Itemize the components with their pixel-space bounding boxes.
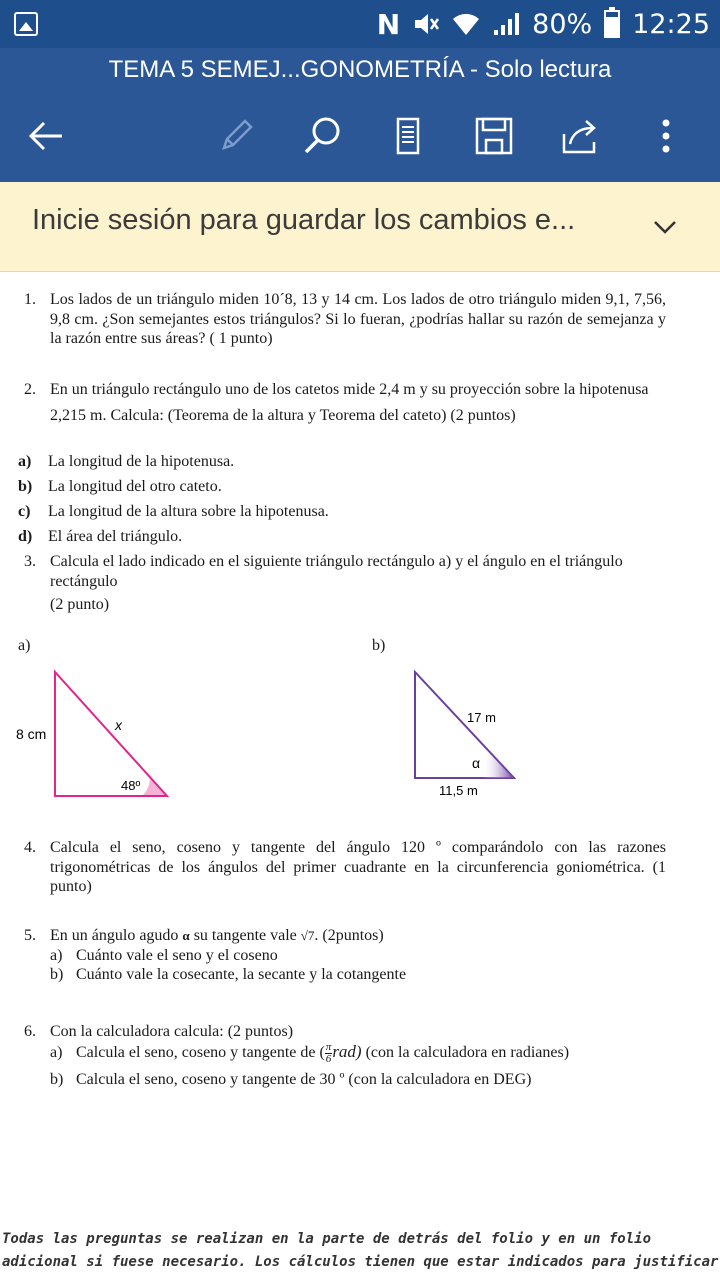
- question-3: 3. Calcula el lado indicado en el siguiente triángulo rectángulo a) y el ángulo en el triángulo rectángulo (2 punto): [24, 553, 623, 613]
- save-button[interactable]: [466, 104, 522, 168]
- signal-icon: [492, 11, 520, 37]
- battery-percent: 80%: [532, 8, 593, 40]
- triangle-a-angle-label: 48º: [121, 778, 141, 793]
- figure-a-label: a): [18, 637, 31, 654]
- more-options-button[interactable]: [638, 104, 694, 168]
- battery-icon: [604, 10, 620, 38]
- question-2-text-continued: 2,215 m. Calcula: (Teorema de la altura y Teorema del cateto) (2 puntos): [50, 406, 516, 424]
- question-2-item-a: a) La longitud de la hipotenusa.: [18, 453, 235, 470]
- clock: 12:25: [632, 8, 710, 40]
- question-2-item-b: b) La longitud del otro cateto.: [18, 478, 222, 495]
- triangle-b-angle-label: α: [472, 755, 481, 771]
- triangle-figure-b: [404, 668, 524, 798]
- wifi-icon: [452, 11, 480, 37]
- question-2-text: En un triángulo rectángulo uno de los catetos mide 2,4 m y su proyección sobre la hipotenusa: [50, 381, 649, 398]
- app-bar: [0, 48, 720, 182]
- question-5-text: En un ángulo agudo α su tangente vale √7. (2puntos): [50, 927, 384, 944]
- question-2: 2. En un triángulo rectángulo uno de los catetos mide 2,4 m y su proyección sobre la hipotenusa 2,215 m. Calcula: (Teorema de la altura y Teorema del cateto) (2 puntos): [24, 380, 666, 425]
- question-6-item-a: a) Calcula el seno, coseno y tangente de ( $\frac{\pi}{6}$ rad) (con la calculadora en radianes): [50, 1041, 570, 1065]
- question-5: 5. En un ángulo agudo α su tangente vale √7. (2puntos): [24, 926, 666, 946]
- question-2-item-c: c) La longitud de la altura sobre la hipotenusa.: [18, 503, 329, 520]
- question-4: 4. Calcula el seno, coseno y tangente del ángulo 120 º comparándolo con las razones trigonométricas de los ángulos del primer cuadrante en la circunferencia goniométrica. (1 punto): [24, 839, 666, 895]
- question-3-text: Calcula el lado indicado en el siguiente triángulo rectángulo a) y el ángulo en el triángulo rectángulo: [50, 553, 623, 590]
- pi-over-6-fraction: $\frac{\pi}{6}$: [325, 1041, 332, 1065]
- mobile-view-button[interactable]: [380, 104, 436, 168]
- status-bar: [0, 0, 720, 48]
- more-vertical-icon: [644, 114, 688, 158]
- mobile-view-icon: [386, 114, 430, 158]
- document-title: TEMA 5 SEMEJ...GONOMETRÍA - Solo lectura: [108, 56, 612, 83]
- question-6-item-b: b) Calcula el seno, coseno y tangente de 30 º (con la calculadora en DEG): [50, 1071, 532, 1088]
- triangle-b-base-label: 11,5 m: [439, 783, 478, 798]
- triangle-a-side-label: 8 cm: [16, 726, 47, 742]
- sign-in-banner[interactable]: [0, 182, 720, 272]
- question-1: 1. Los lados de un triángulo miden 10´8, 13 y 14 cm. Los lados de otro triángulo miden 9,1, 7,56, 9,8 cm. ¿Son semejantes estos triángulos? Si lo fueran, ¿podrías hallar su razón de semejanza y la razón entre sus áreas? ( 1 punto): [24, 291, 666, 347]
- sign-in-message[interactable]: Inicie sesión para guardar los cambios e...: [32, 204, 576, 236]
- triangle-b-hyp-label: 17 m: [467, 710, 496, 725]
- question-5-item-a: a) Cuánto vale el seno y el coseno: [50, 947, 278, 964]
- pencil-icon: [214, 114, 258, 158]
- gallery-notification-icon: [14, 12, 38, 36]
- question-3-points: (2 punto): [50, 596, 110, 613]
- question-6: 6. Con la calculadora calcula: (2 puntos): [24, 1022, 666, 1042]
- search-button[interactable]: [294, 104, 350, 168]
- share-button[interactable]: [552, 104, 608, 168]
- mute-icon: [412, 11, 440, 37]
- question-6-text: Con la calculadora calcula: (2 puntos): [50, 1023, 294, 1040]
- back-button[interactable]: [18, 104, 74, 168]
- back-arrow-icon: [24, 114, 68, 158]
- question-1-text: Los lados de un triángulo miden 10´8, 13 y 14 cm. Los lados de otro triángulo miden 9,1, 7,56, 9,8 cm. ¿Son semejantes estos triángulos? Si lo fueran, ¿podrías hallar su razón de semejanza y la razón entre sus áreas? ( 1 punto): [50, 291, 666, 347]
- alpha-symbol: α: [182, 928, 190, 943]
- document-page[interactable]: [0, 272, 720, 1280]
- figure-b-label: b): [372, 637, 386, 654]
- status-icons: [377, 0, 710, 48]
- question-4-text: Calcula el seno, coseno y tangente del ángulo 120 º comparándolo con las razones trigonométricas de los ángulos del primer cuadrante en la circunferencia goniométrica. (1 punto): [50, 839, 666, 895]
- question-5-item-b: b) Cuánto vale la cosecante, la secante y la cotangente: [50, 966, 407, 983]
- question-2-item-d: d) El área del triángulo.: [18, 528, 183, 545]
- footer-note: Todas las preguntas se realizan en la parte de detrás del folio y en un folio adicional si fuese necesario. Los cálculos tienen que estar indicados para justificar: [2, 1231, 719, 1270]
- edit-button[interactable]: [208, 104, 264, 168]
- triangle-a-hyp-label: x: [115, 717, 122, 733]
- nfc-icon: N: [376, 7, 401, 41]
- share-icon: [558, 114, 602, 158]
- save-disk-icon: [472, 114, 516, 158]
- toolbar: [0, 104, 720, 168]
- chevron-down-icon[interactable]: [650, 212, 680, 242]
- sqrt-7: √7: [300, 928, 315, 943]
- triangle-figure-a: [14, 668, 184, 800]
- search-icon: [300, 114, 344, 158]
